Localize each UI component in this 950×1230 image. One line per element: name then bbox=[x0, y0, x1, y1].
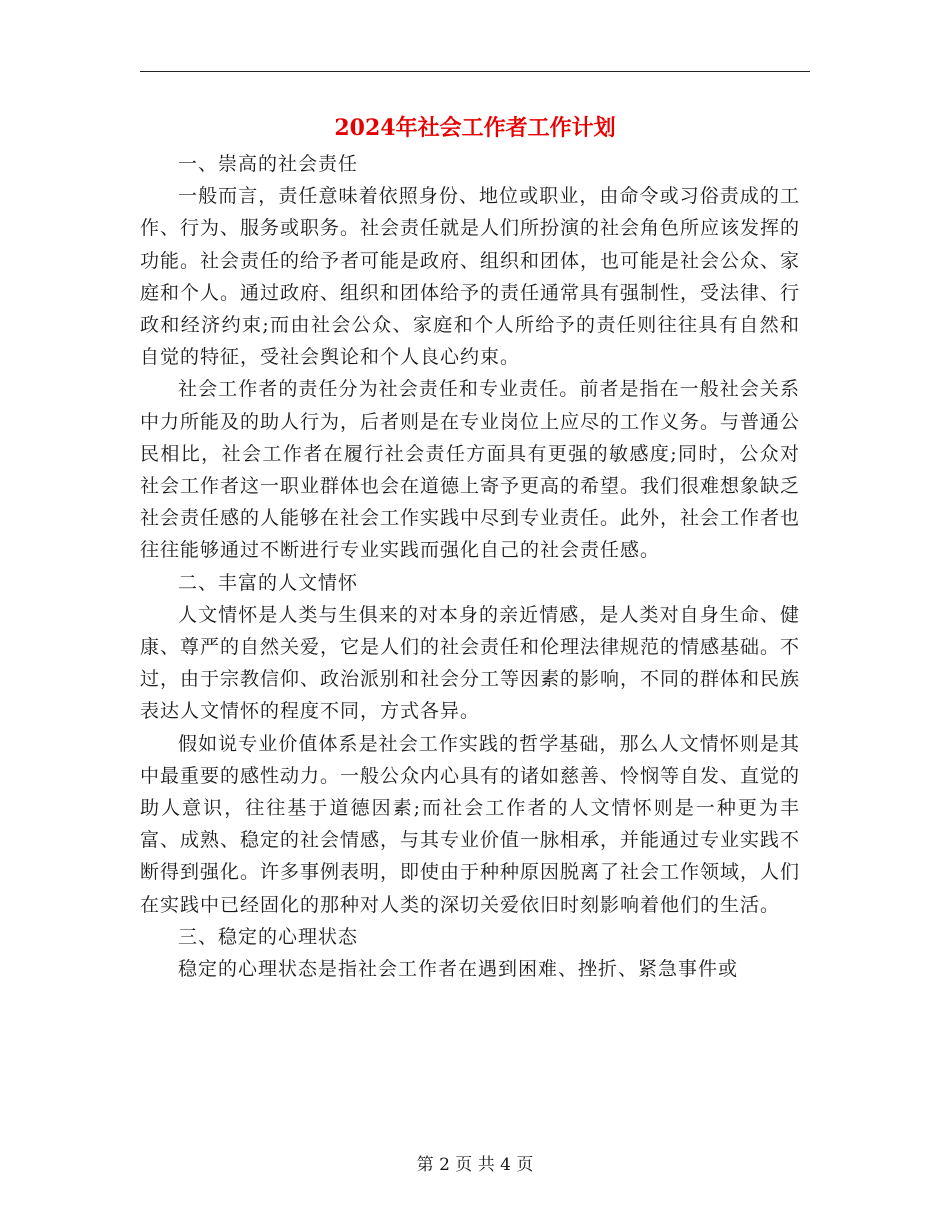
section-heading: 一、崇高的社会责任 bbox=[178, 153, 359, 175]
paragraph: 假如说专业价值体系是社会工作实践的哲学基础，那么人文情怀则是其中最重要的感性动力。一般公众内心具有的诸如慈善、怜悯等自发、直觉的助人意识，往往基于道德因素;而社会工作者的人文情怀则是一种更为丰富、成熟、稳定的社会情感，与其专业价值一脉相承，并能通过专业实践不断得到强化。许多事例表明，即使由于种种原因脱离了社会工作领域，人们在实践中已经固化的那种对人类的深切关爱依旧时刻影响着他们的生活。 bbox=[140, 732, 801, 916]
paragraph: 一般而言，责任意味着依照身份、地位或职业，由命令或习俗责成的工作、行为、服务或职务。社会责任就是人们所扮演的社会角色所应该发挥的功能。社会责任的给予者可能是政府、组织和团体，也可能是社会公众、家庭和个人。通过政府、组织和团体给予的责任通常具有强制性，受法律、行政和经济约束;而由社会公众、家庭和个人所给予的责任则往往具有自然和自觉的特征，受社会舆论和个人良心约束。 bbox=[140, 185, 801, 369]
document-body bbox=[140, 148, 800, 985]
document-title: 2024年社会工作者工作计划 bbox=[334, 115, 616, 141]
header-rule bbox=[140, 71, 810, 72]
paragraph: 社会工作者的责任分为社会责任和专业责任。前者是指在一般社会关系中力所能及的助人行为，后者则是在专业岗位上应尽的工作义务。与普通公民相比，社会工作者在履行社会责任方面具有更强的敏感度;同时，公众对社会工作者这一职业群体也会在道德上寄予更高的希望。我们很难想象缺乏社会责任感的人能够在社会工作实践中尽到专业责任。此外，社会工作者也往往能够通过不断进行专业实践而强化自己的社会责任感。 bbox=[140, 378, 801, 562]
paragraph: 稳定的心理状态是指社会工作者在遇到困难、挫折、紧急事件或 bbox=[178, 958, 739, 981]
section-heading: 二、丰富的人文情怀 bbox=[178, 571, 359, 594]
page-footer: 第 2 页 共 4 页 bbox=[416, 1155, 534, 1175]
section-heading: 三、稳定的心理状态 bbox=[178, 925, 359, 948]
paragraph: 人文情怀是人类与生俱来的对本身的亲近情感，是人类对自身生命、健康、尊严的自然关爱，它是人们的社会责任和伦理法律规范的情感基础。不过，由于宗教信仰、政治派别和社会分工等因素的影响，不同的群体和民族表达人文情怀的程度不同，方式各异。 bbox=[140, 603, 801, 723]
